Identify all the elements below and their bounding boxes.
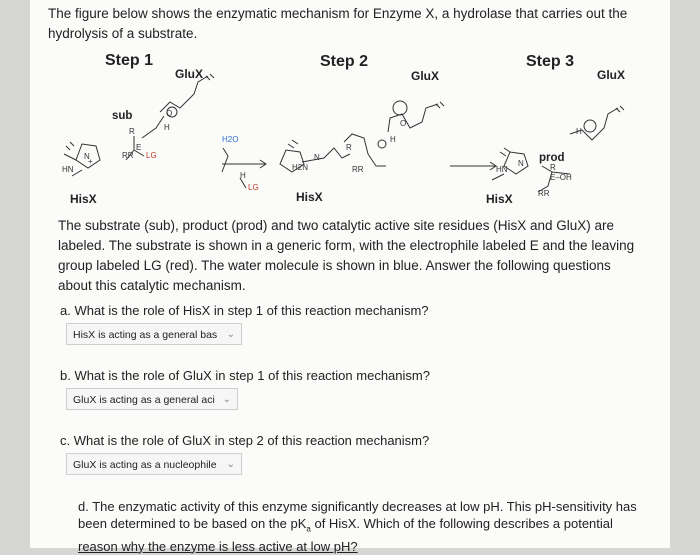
question-panel — [30, 0, 670, 554]
atom-lg-2: LG — [248, 183, 259, 192]
question-b-dropdown[interactable] — [66, 388, 238, 410]
question-d-line-2a: been determined to be based on the pK — [78, 516, 307, 531]
atom-o-2: O — [400, 119, 407, 128]
intro-line-2: hydrolysis of a substrate. — [48, 26, 198, 41]
atom-n-1: N — [84, 152, 90, 161]
atom-hn-3: HN — [496, 165, 508, 174]
hisx-label-3: HisX — [486, 192, 513, 206]
description-text: The substrate (sub), product (prod) and two catalytic active site residues (HisX and GluX) are labeled. The substrate is shown in a generic form, with the electrophile labeled E and the leaving group labeled LG (red). The water molecule is shown in blue. Answer the following questions about this catalytic mechanism. — [58, 218, 635, 293]
atom-h-4: H — [576, 127, 582, 136]
question-b-text: b. What is the role of GluX in step 1 of this reaction mechanism? — [60, 368, 430, 383]
question-c-text: c. What is the role of GluX in step 2 of this reaction mechanism? — [60, 433, 430, 448]
atom-eoh: E–OH — [550, 173, 572, 182]
question-a-selected: HisX is acting as a general bas — [73, 329, 218, 341]
atom-lg-1: LG — [146, 151, 157, 160]
question-a-dropdown[interactable] — [66, 323, 242, 345]
atom-rr-2: RR — [352, 165, 364, 174]
water-label: H2O — [222, 135, 239, 144]
intro-text — [48, 4, 648, 44]
step-2-label: Step 2 — [320, 53, 369, 70]
atom-r-3: R — [550, 163, 556, 172]
atom-h-3: H — [390, 135, 396, 144]
chevron-down-icon: ⌄ — [222, 394, 231, 405]
atom-e-1: E — [136, 143, 142, 152]
question-d-line-3: reason why the enzyme is less active at low pH? — [78, 538, 358, 554]
hisx-label-1: HisX — [70, 192, 97, 206]
atom-n-3: N — [518, 159, 524, 168]
glux-label-2: GluX — [411, 69, 440, 83]
mechanism-figure — [30, 46, 670, 208]
hisx-label-2: HisX — [296, 190, 323, 204]
step-1-label: Step 1 — [105, 52, 154, 69]
atom-r-1: R — [129, 127, 135, 136]
atom-r-2: R — [346, 143, 352, 152]
question-a-text: a. What is the role of HisX in step 1 of this reaction mechanism? — [60, 303, 429, 318]
prod-label: prod — [539, 152, 565, 164]
question-d-line-2b: of HisX. Which of the following describes a potential — [310, 516, 613, 531]
atom-plus-1: + — [88, 157, 93, 166]
sub-label: sub — [112, 110, 133, 122]
glux-label-1: GluX — [175, 67, 204, 81]
question-d-subscript: a — [306, 524, 311, 534]
atom-hn-1: HN — [62, 165, 74, 174]
question-c-dropdown[interactable] — [66, 453, 242, 475]
atom-h-1: H — [164, 123, 170, 132]
chevron-down-icon: ⌄ — [226, 459, 235, 470]
glux-label-3: GluX — [597, 68, 626, 82]
chevron-down-icon: ⌄ — [226, 329, 235, 340]
question-b-selected: GluX is acting as a general aci — [73, 394, 215, 406]
atom-rr-1: RR — [122, 151, 134, 160]
atom-h2n: H2N — [292, 163, 309, 172]
question-d-line-1: d. The enzymatic activity of this enzyme significantly decreases at low pH. This pH-sensitivity has — [78, 499, 637, 514]
question-d-text — [78, 498, 638, 555]
question-c-selected: GluX is acting as a nucleophile — [73, 459, 217, 471]
atom-rr-3: RR — [538, 189, 550, 198]
atom-o-1: O — [166, 109, 173, 118]
intro-line-1: The figure below shows the enzymatic mechanism for Enzyme X, a hydrolase that carries out the — [48, 6, 628, 21]
atom-n-2: N — [314, 153, 320, 162]
atom-h-2: H — [240, 171, 246, 180]
mechanism-drawing — [30, 46, 670, 208]
step-3-label: Step 3 — [526, 53, 575, 70]
